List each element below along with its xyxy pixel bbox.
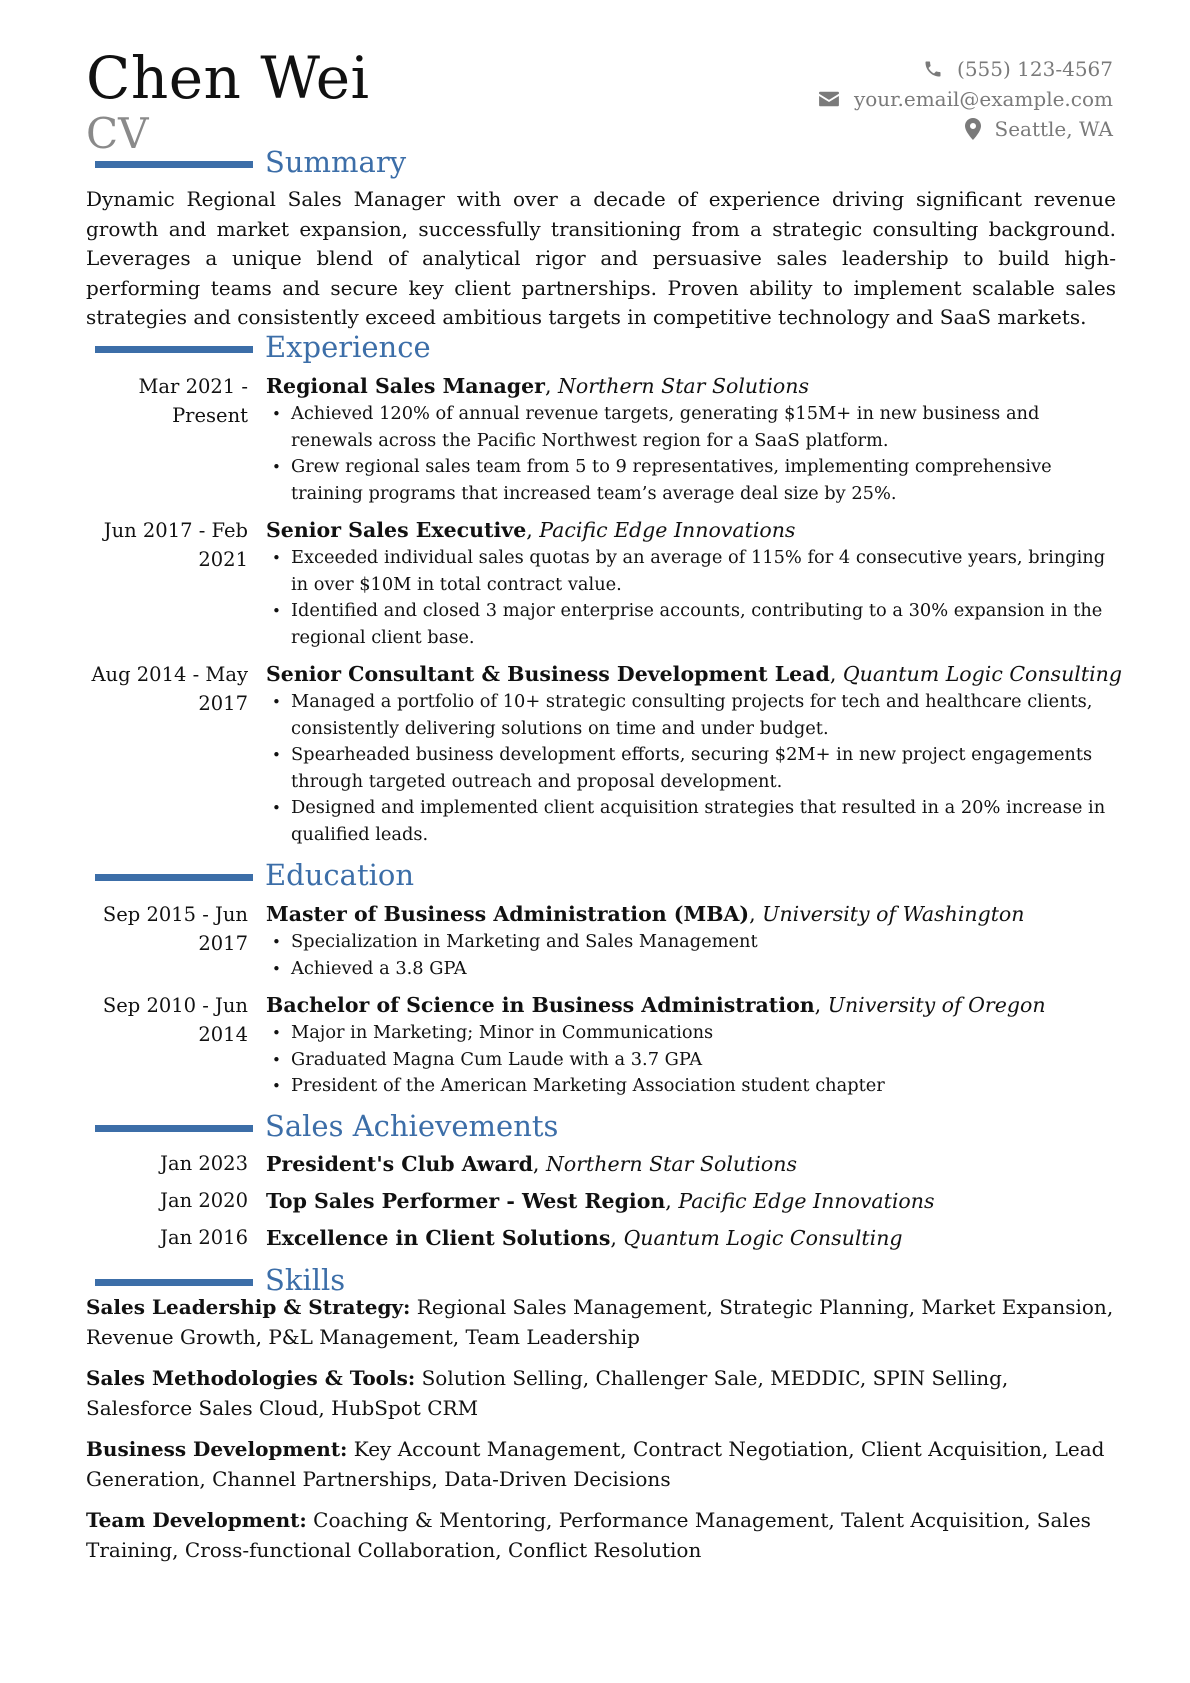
- email-link[interactable]: your.email@example.com: [853, 87, 1113, 111]
- entry-title: Senior Sales Executive: [266, 518, 527, 542]
- achievement-entry: [86, 1223, 1116, 1253]
- section-accent-bar: [95, 1279, 253, 1286]
- entry-bullets: [266, 689, 1116, 848]
- section-header-achievements: [95, 1108, 558, 1144]
- skills-list: [86, 1293, 1116, 1577]
- entry-organization: Northern Star Solutions: [557, 374, 809, 398]
- entry-title-line: Senior Sales Executive, Pacific Edge Innovations: [266, 518, 796, 542]
- entry-bullets: [266, 401, 1116, 507]
- entry-title: Master of Business Administration (MBA): [266, 902, 750, 926]
- section-title: Summary: [265, 145, 407, 179]
- entry-organization: University of Washington: [762, 902, 1025, 926]
- skill-group: [86, 1293, 1116, 1352]
- skill-group: [86, 1364, 1116, 1423]
- entry-title: Senior Consultant & Business Development Lead: [266, 662, 830, 686]
- entry-title: Bachelor of Science in Business Administration: [266, 993, 815, 1017]
- entry-date: Mar 2021 - Present: [138, 375, 248, 427]
- section-accent-bar: [95, 346, 253, 353]
- entry-bullets: [266, 929, 1116, 982]
- entry-title-line: Excellence in Client Solutions, Quantum Logic Consulting: [266, 1226, 903, 1250]
- skill-group: [86, 1435, 1116, 1494]
- entry-organization: Northern Star Solutions: [545, 1152, 797, 1176]
- entry-title: Regional Sales Manager: [266, 374, 545, 398]
- skill-group-label: Sales Methodologies & Tools:: [86, 1366, 416, 1390]
- list-item: • Managed a portfolio of 10+ strategic consulting projects for tech and healthcare clients, consistently delivering solutions on time and under budget.: [266, 689, 1116, 742]
- entry-bullets: [266, 1020, 1116, 1100]
- entry-date: Sep 2015 - Jun 2017: [102, 903, 248, 955]
- section-title: Skills: [265, 1263, 346, 1297]
- skill-group-label: Business Development:: [86, 1437, 348, 1461]
- document-type: CV: [86, 109, 149, 158]
- section-accent-bar: [95, 874, 253, 881]
- summary-text: Dynamic Regional Sales Manager with over a decade of experience driving significant revenue growth and market expansion, successfully transitioning from a strategic consulting background. Leverages a unique blend of analytical rigor and persuasive sales leadership to build high-performing teams and secure key client partnerships. Proven ability to implement scalable sales strategies and consistently exceed ambitious targets in competitive technology and SaaS markets.: [86, 187, 1116, 329]
- entry-date: Jan 2016: [160, 1226, 248, 1249]
- list-item: • Grew regional sales team from 5 to 9 representatives, implementing comprehensive training programs that increased team’s average deal size by 25%.: [266, 454, 1116, 507]
- list-item: • Designed and implemented client acquisition strategies that resulted in a 20% increase in qualified leads.: [266, 795, 1116, 848]
- list-item: • Achieved 120% of annual revenue targets, generating $15M+ in new business and renewals across the Pacific Northwest region for a SaaS platform.: [266, 401, 1116, 454]
- achievement-entry: [86, 1186, 1116, 1216]
- entry-date: Jan 2020: [160, 1189, 248, 1212]
- entry-organization: Quantum Logic Consulting: [842, 662, 1122, 686]
- list-item: • Spearheaded business development efforts, securing $2M+ in new project engagements through targeted outreach and proposal development.: [266, 742, 1116, 795]
- list-item: • Specialization in Marketing and Sales Management: [266, 929, 1116, 956]
- entry-organization: Quantum Logic Consulting: [623, 1226, 903, 1250]
- section-header-education: [95, 857, 414, 893]
- entry-title-line: Top Sales Performer - West Region, Pacific Edge Innovations: [266, 1189, 935, 1213]
- entry-date: Aug 2014 - May 2017: [91, 663, 248, 715]
- list-item: • Exceeded individual sales quotas by an average of 115% for 4 consecutive years, bringing in over $10M in total contract value.: [266, 545, 1116, 598]
- skill-group-label: Team Development:: [86, 1508, 307, 1532]
- skill-group-values: Coaching & Mentoring, Performance Management, Talent Acquisition, Sales Training, Cross-functional Collaboration, Conflict Resolution: [86, 1508, 1091, 1562]
- section-title: Sales Achievements: [265, 1109, 559, 1143]
- achievement-entry: [86, 1149, 1116, 1179]
- entry-date: Jun 2017 - Feb 2021: [103, 519, 248, 571]
- entry-title: Excellence in Client Solutions: [266, 1226, 611, 1250]
- contact-phone: [818, 54, 1113, 84]
- list-item: • Identified and closed 3 major enterprise accounts, contributing to a 30% expansion in the regional client base.: [266, 598, 1116, 651]
- phone-number: (555) 123-4567: [957, 57, 1113, 81]
- skill-group: [86, 1506, 1116, 1565]
- entry-title: Top Sales Performer - West Region: [266, 1189, 666, 1213]
- location-text: Seattle, WA: [994, 117, 1113, 141]
- skill-group-label: Sales Leadership & Strategy:: [86, 1295, 411, 1319]
- phone-icon: [923, 59, 943, 79]
- entry-organization: Pacific Edge Innovations: [539, 518, 796, 542]
- entry-title: President's Club Award: [266, 1152, 533, 1176]
- section-header-experience: [95, 329, 431, 365]
- section-title: Experience: [265, 330, 431, 364]
- list-item: • Achieved a 3.8 GPA: [266, 956, 1116, 983]
- entry-title-line: President's Club Award, Northern Star Solutions: [266, 1152, 797, 1176]
- entry-title-line: Senior Consultant & Business Development Lead, Quantum Logic Consulting: [266, 662, 1122, 686]
- entry-date: Sep 2010 - Jun 2014: [102, 994, 248, 1046]
- entry-organization: Pacific Edge Innovations: [678, 1189, 935, 1213]
- envelope-icon: [818, 90, 840, 108]
- list-item: • President of the American Marketing Association student chapter: [266, 1073, 1116, 1100]
- candidate-name: Chen Wei: [86, 44, 370, 112]
- map-pin-icon: [965, 118, 981, 140]
- section-title: Education: [265, 858, 415, 892]
- entry-date: Jan 2023: [160, 1152, 248, 1175]
- contact-block: [818, 54, 1113, 144]
- skill-group-values: Key Account Management, Contract Negotiation, Client Acquisition, Lead Generation, Channel Partnerships, Data-Driven Decisions: [86, 1437, 1105, 1491]
- skill-group-values: Solution Selling, Challenger Sale, MEDDIC, SPIN Selling, Salesforce Sales Cloud, HubSpot CRM: [86, 1366, 1009, 1420]
- contact-email: [818, 84, 1113, 114]
- section-accent-bar: [95, 161, 253, 168]
- list-item: • Major in Marketing; Minor in Communications: [266, 1020, 1116, 1047]
- entry-bullets: [266, 545, 1116, 651]
- entry-title-line: Bachelor of Science in Business Administration, University of Oregon: [266, 993, 1046, 1017]
- entry-title-line: Master of Business Administration (MBA), University of Washington: [266, 902, 1025, 926]
- section-accent-bar: [95, 1125, 253, 1132]
- skill-group-values: Regional Sales Management, Strategic Planning, Market Expansion, Revenue Growth, P&L Management, Team Leadership: [86, 1295, 1114, 1349]
- list-item: • Graduated Magna Cum Laude with a 3.7 GPA: [266, 1047, 1116, 1074]
- section-header-summary: [95, 144, 406, 180]
- contact-location: [818, 114, 1113, 144]
- entry-title-line: Regional Sales Manager, Northern Star Solutions: [266, 374, 809, 398]
- entry-organization: University of Oregon: [827, 993, 1046, 1017]
